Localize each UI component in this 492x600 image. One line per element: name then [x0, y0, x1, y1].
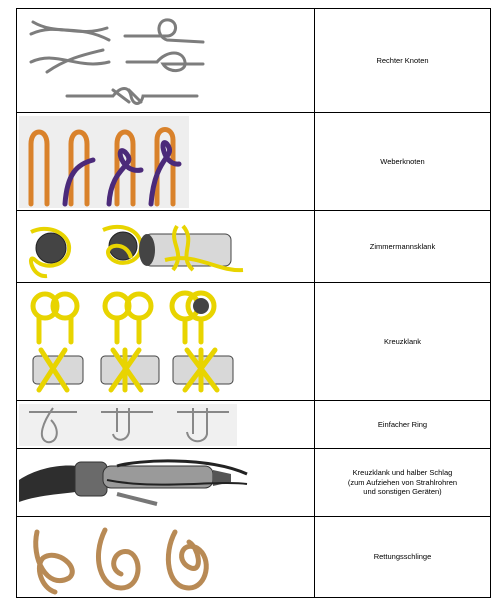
table-row	[17, 449, 491, 517]
ring-hitch-illustration	[17, 401, 315, 449]
table-row	[17, 9, 491, 113]
knot-name: Zimmermannsklank	[315, 211, 491, 283]
rescue-loop-illustration	[17, 517, 315, 598]
sheet-bend-illustration	[17, 113, 315, 211]
table-row	[17, 113, 491, 211]
table-row	[17, 211, 491, 283]
nozzle-hitch-illustration	[17, 449, 315, 517]
knot-name: Rechter Knoten	[315, 9, 491, 113]
knot-name: Weberknoten	[315, 113, 491, 211]
table-row	[17, 401, 491, 449]
timber-hitch-illustration	[17, 211, 315, 283]
reef-knot-illustration	[17, 9, 315, 113]
clove-hitch-illustration	[17, 283, 315, 401]
knot-name: Einfacher Ring	[315, 401, 491, 449]
knot-name: Kreuzklank und halber Schlag (zum Aufziehen von Strahlrohren und sonstigen Geräten)	[315, 449, 491, 517]
knot-name: Kreuzklank	[315, 283, 491, 401]
knot-table	[16, 8, 491, 598]
table-row	[17, 517, 491, 598]
table-row	[17, 283, 491, 401]
knot-table-sheet	[16, 8, 482, 597]
knot-name: Rettungsschlinge	[315, 517, 491, 598]
